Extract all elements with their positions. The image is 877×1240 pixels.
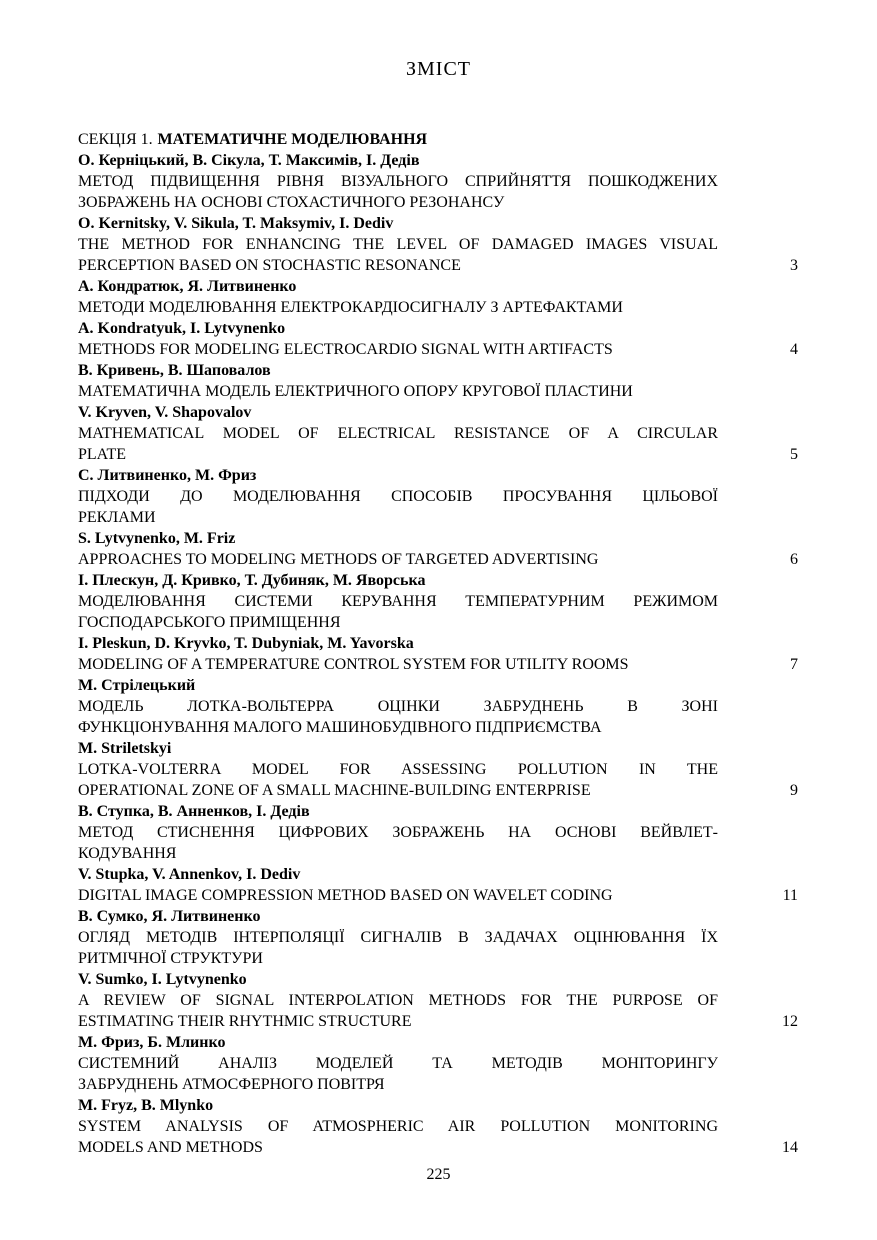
entry-authors-uk: В. Ступка, В. Анненков, І. Дедів (78, 803, 310, 820)
entry-page-number: 3 (790, 257, 798, 274)
page-title: ЗМІСТ (405, 58, 472, 80)
section-name: МАТЕМАТИЧНЕ МОДЕЛЮВАННЯ (157, 131, 428, 148)
toc-entry (78, 801, 798, 906)
entry-page-number: 14 (782, 1139, 798, 1156)
entry-title-en: APPROACHES TO MODELING METHODS OF TARGETED ADVERTISING (78, 551, 599, 568)
entry-page-number: 6 (790, 551, 798, 568)
entry-title-en: DIGITAL IMAGE COMPRESSION METHOD BASED ON WAVELET CODING (78, 887, 613, 904)
toc-entry (78, 150, 798, 276)
toc-entry (78, 570, 798, 675)
section-heading (78, 129, 718, 150)
entry-title-uk: МЕТОД ПІДВИЩЕННЯ РІВНЯ ВІЗУАЛЬНОГО СПРИЙНЯТТЯ ПОШКОДЖЕНИХ ЗОБРАЖЕНЬ НА ОСНОВІ СТОХАСТИЧНОГО РЕЗОНАНСУ (78, 173, 718, 211)
entry-title-uk: МОДЕЛЮВАННЯ СИСТЕМИ КЕРУВАННЯ ТЕМПЕРАТУРНИМ РЕЖИМОМ ГОСПОДАРСЬКОГО ПРИМІЩЕННЯ (78, 593, 718, 631)
entry-title-uk: МЕТОД СТИСНЕННЯ ЦИФРОВИХ ЗОБРАЖЕНЬ НА ОСНОВІ ВЕЙВЛЕТ- КОДУВАННЯ (78, 824, 718, 862)
entry-title-uk: МЕТОДИ МОДЕЛЮВАННЯ ЕЛЕКТРОКАРДІОСИГНАЛУ З АРТЕФАКТАМИ (78, 299, 623, 316)
entry-authors-en: V. Kryven, V. Shapovalov (78, 404, 252, 421)
entry-authors-uk: О. Керніцький, В. Сікула, Т. Максимів, І. Дедів (78, 152, 420, 169)
entry-title-en: THE METHOD FOR ENHANCING THE LEVEL OF DAMAGED IMAGES VISUAL PERCEPTION BASED ON STOCHASTIC RESONANCE (78, 236, 718, 274)
section-label: СЕКЦІЯ 1. (78, 131, 153, 148)
entry-title-uk: СИСТЕМНИЙ АНАЛІЗ МОДЕЛЕЙ ТА МЕТОДІВ МОНІТОРИНГУ ЗАБРУДНЕНЬ АТМОСФЕРНОГО ПОВІТРЯ (78, 1055, 718, 1093)
toc-entries (78, 150, 798, 1158)
entry-page-number: 11 (782, 887, 798, 904)
entry-page-number: 7 (790, 656, 798, 673)
toc-entry (78, 906, 798, 1032)
entry-title-uk: ПІДХОДИ ДО МОДЕЛЮВАННЯ СПОСОБІВ ПРОСУВАННЯ ЦІЛЬОВОЇ РЕКЛАМИ (78, 488, 718, 526)
entry-page-number: 9 (790, 782, 798, 799)
entry-page-number: 12 (782, 1013, 798, 1030)
entry-title-uk: МОДЕЛЬ ЛОТКА-ВОЛЬТЕРРА ОЦІНКИ ЗАБРУДНЕНЬ В ЗОНІ ФУНКЦІОНУВАННЯ МАЛОГО МАШИНОБУДІВНОГО ПІДПРИЄМСТВА (78, 698, 718, 736)
entry-page-number: 5 (790, 446, 798, 463)
entry-authors-en: O. Kernitsky, V. Sikula, T. Maksymiv, I. Dediv (78, 215, 394, 232)
entry-authors-uk: В. Кривень, В. Шаповалов (78, 362, 271, 379)
entry-authors-en: M. Striletskyi (78, 740, 172, 757)
entry-title-en: LOTKA-VOLTERRA MODEL FOR ASSESSING POLLUTION IN THE OPERATIONAL ZONE OF A SMALL MACHINE-BUILDING ENTERPRISE (78, 761, 718, 799)
footer-page-number: 225 (426, 1166, 451, 1183)
entry-title-en: SYSTEM ANALYSIS OF ATMOSPHERIC AIR POLLUTION MONITORING MODELS AND METHODS (78, 1118, 718, 1156)
entry-title-en: A REVIEW OF SIGNAL INTERPOLATION METHODS FOR THE PURPOSE OF ESTIMATING THEIR RHYTHMIC STRUCTURE (78, 992, 718, 1030)
entry-title-uk: ОГЛЯД МЕТОДІВ ІНТЕРПОЛЯЦІЇ СИГНАЛІВ В ЗАДАЧАХ ОЦІНЮВАННЯ ЇХ РИТМІЧНОЇ СТРУКТУРИ (78, 929, 718, 967)
entry-authors-en: M. Fryz, B. Mlynko (78, 1097, 214, 1114)
entry-title-en: MATHEMATICAL MODEL OF ELECTRICAL RESISTANCE OF A CIRCULAR PLATE (78, 425, 718, 463)
entry-title-en: METHODS FOR MODELING ELECTROCARDIO SIGNAL WITH ARTIFACTS (78, 341, 613, 358)
entry-authors-uk: В. Сумко, Я. Литвиненко (78, 908, 261, 925)
toc-entry (78, 360, 798, 465)
entry-authors-en: V. Sumko, I. Lytvynenko (78, 971, 247, 988)
entry-authors-uk: І. Плескун, Д. Кривко, Т. Дубиняк, М. Яворська (78, 572, 426, 589)
entry-authors-uk: М. Стрілецький (78, 677, 196, 694)
entry-authors-uk: С. Литвиненко, М. Фриз (78, 467, 257, 484)
entry-authors-en: A. Kondratyuk, I. Lytvynenko (78, 320, 286, 337)
entry-authors-en: V. Stupka, V. Annenkov, I. Dediv (78, 866, 301, 883)
entry-title-uk: МАТЕМАТИЧНА МОДЕЛЬ ЕЛЕКТРИЧНОГО ОПОРУ КРУГОВОЇ ПЛАСТИНИ (78, 383, 633, 400)
toc-entry (78, 1032, 798, 1158)
entry-page-number: 4 (790, 341, 798, 358)
entry-title-en: MODELING OF A TEMPERATURE CONTROL SYSTEM FOR UTILITY ROOMS (78, 656, 629, 673)
toc-entry (78, 465, 798, 570)
entry-authors-uk: М. Фриз, Б. Млинко (78, 1034, 226, 1051)
entry-authors-en: S. Lytvynenko, M. Friz (78, 530, 236, 547)
toc-content (78, 129, 798, 1158)
entry-authors-uk: А. Кондратюк, Я. Литвиненко (78, 278, 297, 295)
toc-entry (78, 675, 798, 801)
entry-authors-en: I. Pleskun, D. Kryvko, T. Dubyniak, M. Yavorska (78, 635, 414, 652)
toc-entry (78, 276, 798, 360)
